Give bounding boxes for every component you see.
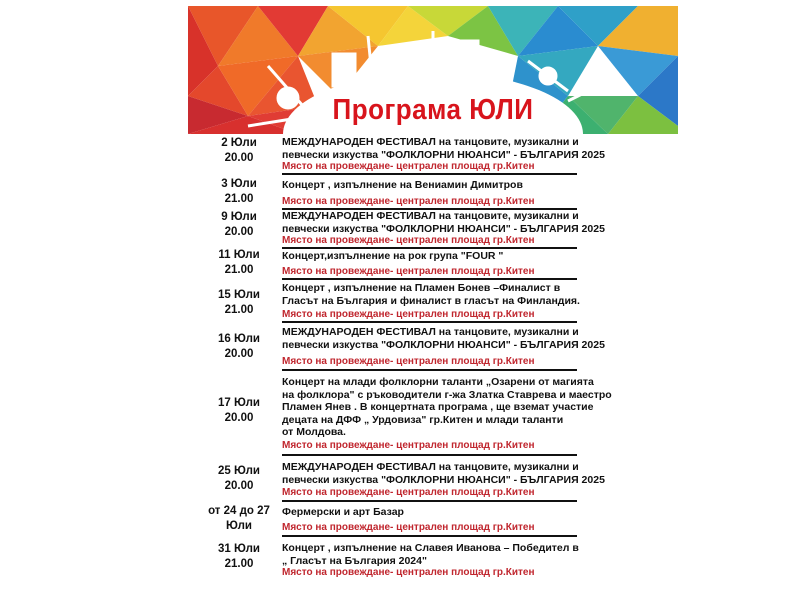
- event-place: Място на провеждане- централен площад гр.Китен: [282, 309, 535, 320]
- event-description: Концерт , изпълнение на Вениамин Димитров: [282, 179, 523, 191]
- event-description: Концерт,изпълнение на рок група "FOUR ": [282, 250, 504, 262]
- row-divider: [282, 369, 577, 371]
- event-date: 11 Юли 21.00: [218, 249, 260, 276]
- event-place: Място на провеждане- централен площад гр.Китен: [282, 266, 535, 277]
- event-date: 16 Юли 20.00: [218, 333, 260, 360]
- row-divider: [282, 173, 577, 175]
- event-description: МЕЖДУНАРОДЕН ФЕСТИВАЛ на танцовите, музикални и певчески изкуства "ФОЛКЛОРНИ НЮАНСИ" - БЪЛГАРИЯ 2025: [282, 461, 605, 486]
- event-date: 17 Юли 20.00: [218, 397, 260, 424]
- event-date: 3 Юли 21.00: [221, 178, 257, 205]
- event-description: Концерт , изпълнение на Славея Иванова – Победител в „ Гласът на България 2024": [282, 542, 579, 567]
- event-place: Място на провеждане- централен площад гр.Китен: [282, 440, 535, 451]
- event-place: Място на провеждане- централен площад гр.Китен: [282, 161, 535, 172]
- event-place: Място на провеждане- централен площад гр.Китен: [282, 567, 535, 578]
- event-date: 25 Юли 20.00: [218, 465, 260, 492]
- page-title: Програма ЮЛИ: [332, 92, 534, 126]
- row-divider: [282, 454, 577, 456]
- row-divider: [282, 247, 577, 249]
- event-description: Концерт , изпълнение на Пламен Бонев –Финалист в Гласът на България и финалист в гласът на Финландия.: [282, 282, 580, 307]
- event-description: Фермерски и арт Базар: [282, 506, 404, 518]
- event-date: 15 Юли 21.00: [218, 289, 260, 316]
- event-place: Място на провеждане- централен площад гр.Китен: [282, 196, 535, 207]
- header-banner: [188, 6, 678, 134]
- row-divider: [282, 321, 577, 323]
- row-divider: [282, 500, 577, 502]
- row-divider: [282, 535, 577, 537]
- event-date: от 24 до 27 Юли: [208, 505, 270, 532]
- event-place: Място на провеждане- централен площад гр.Китен: [282, 356, 535, 367]
- event-description: МЕЖДУНАРОДЕН ФЕСТИВАЛ на танцовите, музикални и певчески изкуства "ФОЛКЛОРНИ НЮАНСИ" - БЪЛГАРИЯ 2025: [282, 136, 605, 161]
- event-date: 31 Юли 21.00: [218, 543, 260, 570]
- event-date: 2 Юли 20.00: [221, 137, 257, 164]
- event-place: Място на провеждане- централен площад гр.Китен: [282, 235, 535, 246]
- event-date: 9 Юли 20.00: [221, 211, 257, 238]
- event-place: Място на провеждане- централен площад гр.Китен: [282, 522, 535, 533]
- row-divider: [282, 278, 577, 280]
- event-description: МЕЖДУНАРОДЕН ФЕСТИВАЛ на танцовите, музикални и певчески изкуства "ФОЛКЛОРНИ НЮАНСИ" - БЪЛГАРИЯ 2025: [282, 210, 605, 235]
- event-description: МЕЖДУНАРОДЕН ФЕСТИВАЛ на танцовите, музикални и певчески изкуства "ФОЛКЛОРНИ НЮАНСИ" - БЪЛГАРИЯ 2025: [282, 326, 605, 351]
- event-place: Място на провеждане- централен площад гр.Китен: [282, 487, 535, 498]
- event-description: Концерт на млади фолклорни таланти „Озарени от магията на фолклора" с ръководители г-жа Златка Ставрева и маестро Пламен Янев . В концертната програма , ще вземат участие децата на ДФФ „ Урдовиза" гр.Китен и млади таланти от Молдова.: [282, 376, 612, 438]
